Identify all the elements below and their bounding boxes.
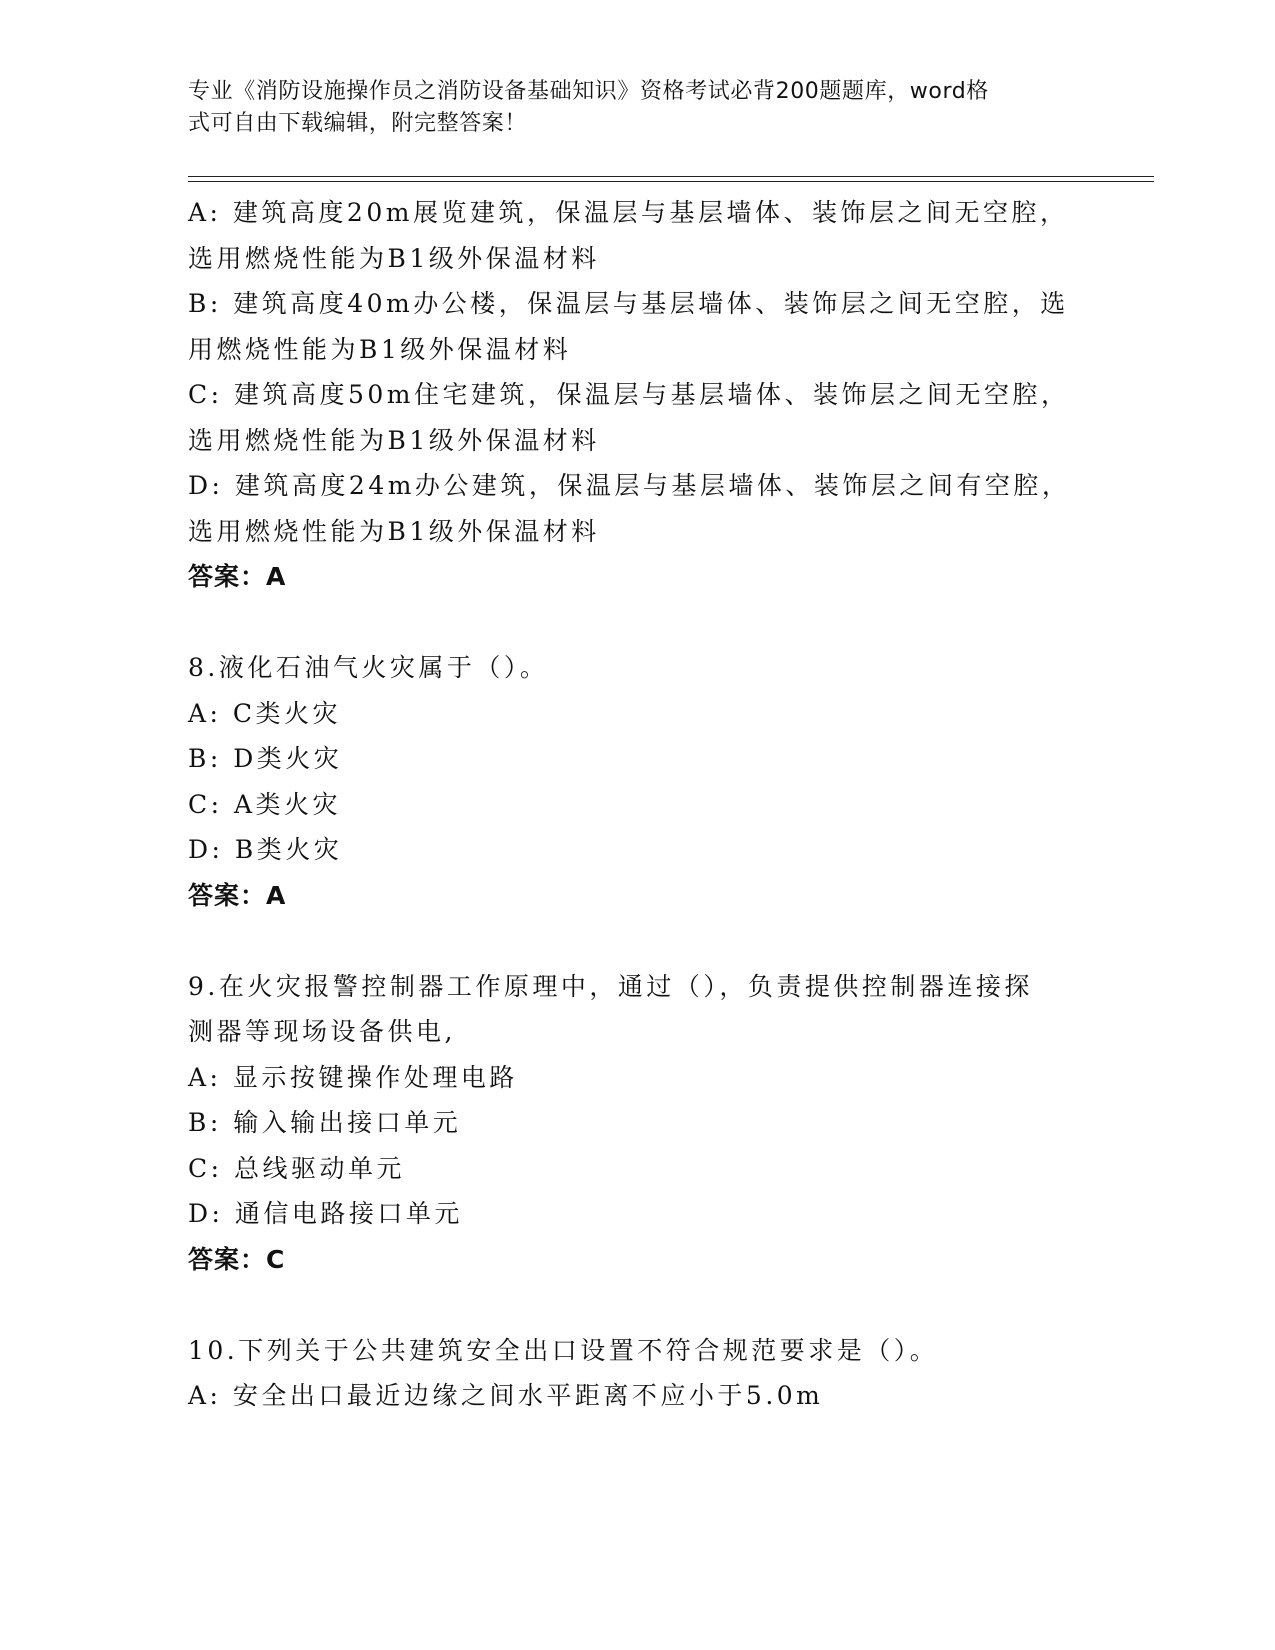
q8-question: 8.液化石油气火灾属于（）。 — [188, 653, 549, 682]
q8-option-b: B: D类火灾 — [188, 744, 343, 773]
question-8-block — [188, 645, 1088, 918]
q7-answer: 答案：A — [188, 562, 287, 591]
q9-option-c: C: 总线驱动单元 — [188, 1153, 405, 1183]
q9-option-a: A: 显示按键操作处理电路 — [188, 1062, 518, 1092]
q9-question-line-2: 测器等现场设备供电, — [188, 1017, 456, 1046]
q8-option-d: D: B类火灾 — [188, 835, 343, 864]
q9-option-b: B: 输入输出接口单元 — [188, 1108, 462, 1137]
q8-answer: 答案：A — [188, 880, 287, 910]
q8-option-c: C: A类火灾 — [188, 789, 342, 819]
header-divider-top — [188, 176, 1154, 177]
q10-question: 10.下列关于公共建筑安全出口设置不符合规范要求是（）。 — [188, 1335, 939, 1365]
spacer — [188, 918, 1088, 964]
header-line-2: 式可自由下载编辑，附完整答案！ — [188, 111, 528, 136]
q10-option-a: A: 安全出口最近边缘之间水平距离不应小于5.0m — [188, 1381, 824, 1410]
q7-option-c-line-2: 选用燃烧性能为B1级外保温材料 — [188, 425, 600, 455]
document-header — [188, 76, 1068, 140]
header-line-1: 专业《消防设施操作员之消防设备基础知识》资格考试必背200题题库，word格 — [188, 79, 989, 104]
q7-option-a-line-2: 选用燃烧性能为B1级外保温材料 — [188, 243, 600, 273]
question-10-block — [188, 1328, 1088, 1419]
q9-option-d: D: 通信电路接口单元 — [188, 1199, 463, 1228]
q7-option-c-line-1: C: 建筑高度50m住宅建筑，保温层与基层墙体、装饰层之间无空腔， — [188, 380, 1070, 409]
question-list — [188, 190, 1088, 1419]
q7-option-b-line-1: B: 建筑高度40m办公楼，保温层与基层墙体、装饰层之间无空腔，选 — [188, 289, 1069, 318]
spacer — [188, 1282, 1088, 1328]
q7-option-d-line-2: 选用燃烧性能为B1级外保温材料 — [188, 516, 600, 546]
question-9-block — [188, 964, 1088, 1283]
q9-answer: 答案：C — [188, 1244, 286, 1274]
q7-option-a-line-1: A: 建筑高度20m展览建筑，保温层与基层墙体、装饰层之间无空腔， — [188, 198, 1069, 227]
q8-option-a: A: C类火灾 — [188, 698, 342, 728]
q7-option-b-line-2: 用燃烧性能为B1级外保温材料 — [188, 334, 572, 364]
header-divider-bottom — [188, 181, 1154, 182]
question-7-block — [188, 190, 1088, 600]
q7-option-d-line-1: D: 建筑高度24m办公建筑，保温层与基层墙体、装饰层之间有空腔， — [188, 471, 1071, 500]
q9-question-line-1: 9.在火灾报警控制器工作原理中，通过（），负责提供控制器连接探 — [188, 971, 1033, 1001]
spacer — [188, 600, 1088, 646]
